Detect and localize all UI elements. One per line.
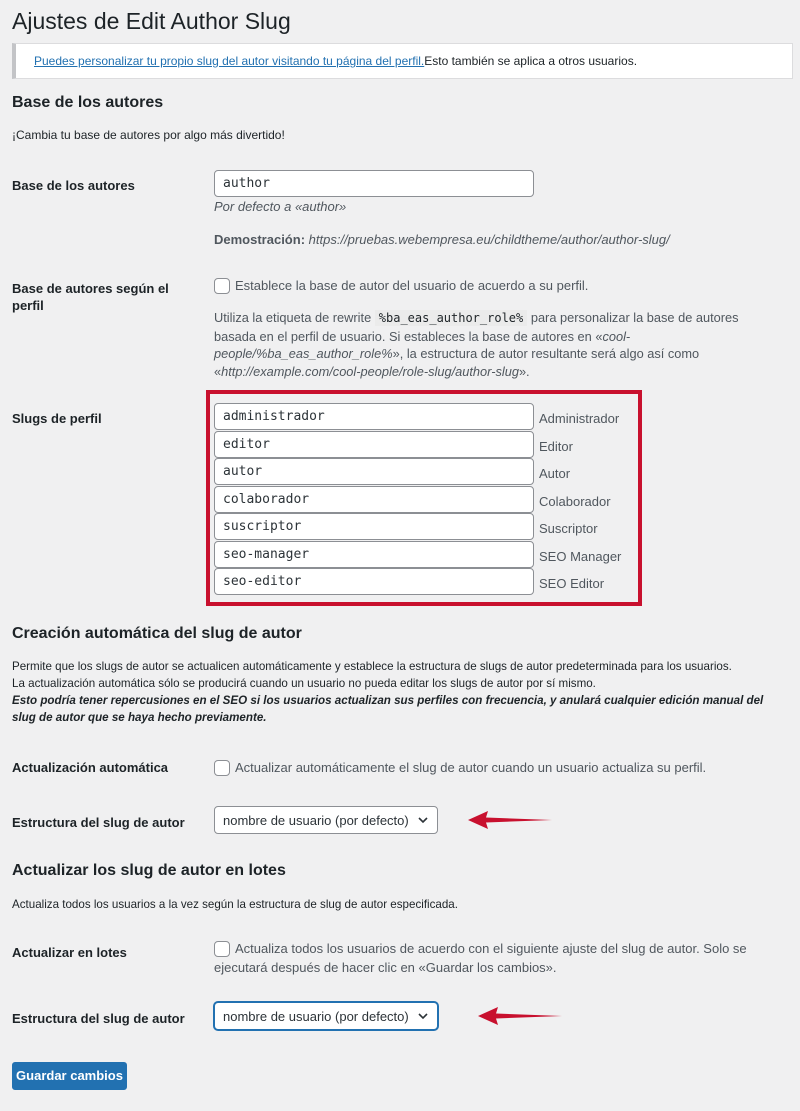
role-slug-input-author[interactable]: autor <box>214 458 534 485</box>
chevron-down-icon <box>417 1010 429 1022</box>
highlight-box <box>206 390 642 606</box>
bulk-structure-select[interactable] <box>214 1002 438 1030</box>
section-description-bulk-update: Actualiza todos los usuarios a la vez según la estructura de slug de autor especificada. <box>12 898 458 911</box>
role-slugs-label: Slugs de perfil <box>12 411 102 426</box>
bulk-structure-selected: nombre de usuario (por defecto) <box>223 1009 409 1024</box>
auto-structure-label: Estructura del slug de autor <box>12 815 185 830</box>
bulk-update-checkbox-label: Actualiza todos los usuarios de acuerdo con el siguiente ajuste del slug de autor. Solo se ejecutará después de hacer clic en «Guardar los cambios». <box>214 941 747 975</box>
demo-url: https://pruebas.webempresa.eu/childtheme/author/author-slug/ <box>308 232 670 247</box>
bulk-update-label: Actualizar en lotes <box>12 945 127 960</box>
auto-structure-selected: nombre de usuario (por defecto) <box>223 813 409 828</box>
author-base-input[interactable]: author <box>214 170 534 197</box>
role-base-checkbox-label: Establece la base de autor del usuario de acuerdo a su perfil. <box>235 278 589 293</box>
role-slug-input-seo-editor[interactable]: seo-editor <box>214 568 534 595</box>
save-changes-button[interactable]: Guardar cambios <box>12 1062 127 1090</box>
profile-page-link[interactable]: Puedes personalizar tu propio slug del autor visitando tu página del perfil. <box>34 54 425 68</box>
role-base-label: Base de autores según el perfil <box>12 281 169 313</box>
role-slug-input-subscriber[interactable]: suscriptor <box>214 513 534 540</box>
section-heading-auto-slug: Creación automática del slug de autor <box>12 625 302 642</box>
red-arrow-icon <box>476 1002 566 1030</box>
auto-update-checkbox[interactable] <box>214 760 230 776</box>
section-heading-bulk-update: Actualizar los slug de autor en lotes <box>12 862 286 879</box>
role-name-subscriber: Suscriptor <box>539 521 598 536</box>
rewrite-tag-code: %ba_eas_author_role% <box>375 310 528 326</box>
author-base-demo <box>214 232 670 247</box>
chevron-down-icon <box>417 814 429 826</box>
role-base-help: Utiliza la etiqueta de rewrite %ba_eas_author_role% para personalizar la base de autores basada en el perfil de usuario. Si estableces la base de autores en «cool- people/%ba_eas_author_role%», la estructura de autor resultante será algo así como «http://example.com/cool-people/role-slug/author-slug». <box>214 310 739 379</box>
auto-update-checkbox-label: Actualizar automáticamente el slug de autor cuando un usuario actualiza su perfil. <box>235 760 707 775</box>
role-base-checkbox[interactable] <box>214 278 230 294</box>
notice-text: Esto también se aplica a otros usuarios. <box>424 54 638 68</box>
page-title: Ajustes de Edit Author Slug <box>12 8 291 34</box>
bulk-structure-label: Estructura del slug de autor <box>12 1011 185 1026</box>
role-name-administrator: Administrador <box>539 411 620 426</box>
info-notice <box>12 43 793 79</box>
author-base-label: Base de los autores <box>12 178 135 193</box>
role-slug-input-editor[interactable]: editor <box>214 431 534 458</box>
auto-structure-select[interactable] <box>214 806 438 834</box>
section-description-author-base: ¡Cambia tu base de autores por algo más divertido! <box>12 128 285 142</box>
role-slug-input-contributor[interactable]: colaborador <box>214 486 534 513</box>
role-name-contributor: Colaborador <box>539 494 611 509</box>
role-name-editor: Editor <box>539 439 573 454</box>
red-arrow-icon <box>466 806 556 834</box>
role-name-seo-manager: SEO Manager <box>539 549 622 564</box>
section-description-auto-slug: Permite que los slugs de autor se actualicen automáticamente y establece la estructura de slugs de autor predeterminada para los usuarios. La actualización automática sólo se producirá cuando un usuario no pueda editar los slugs de autor por sí mismo. Esto podría tener repercusiones en el SEO si los usuarios actualizan sus perfiles con frecuencia, y anulará cualquier edición manual del slug de autor que se haya hecho previamente. <box>12 660 764 724</box>
role-name-seo-editor: SEO Editor <box>539 576 605 591</box>
role-name-author: Autor <box>539 466 571 481</box>
author-base-default-note: Por defecto a «author» <box>214 199 347 214</box>
demo-label: Demostración: <box>214 232 306 247</box>
role-slug-input-seo-manager[interactable]: seo-manager <box>214 541 534 568</box>
section-heading-author-base: Base de los autores <box>12 94 164 111</box>
role-slug-input-administrator[interactable]: administrador <box>214 403 534 430</box>
auto-update-label: Actualización automática <box>12 760 169 775</box>
